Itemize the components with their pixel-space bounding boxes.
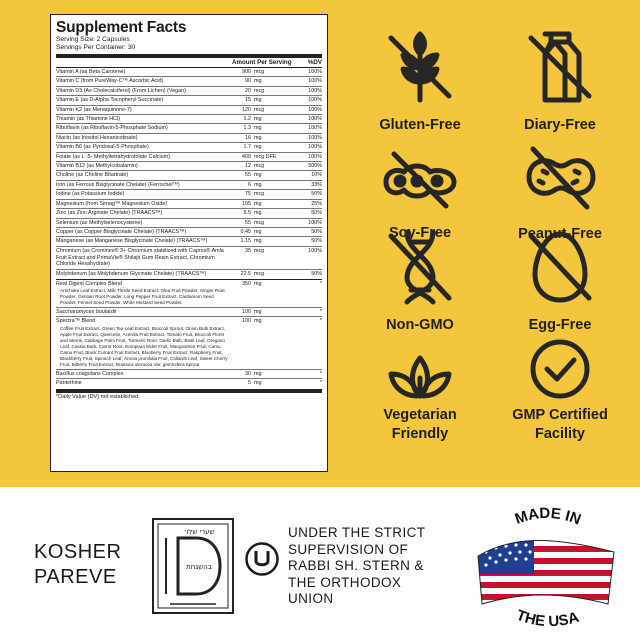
nutrient-unit: mg [254, 116, 262, 123]
svg-text:MADE IN [513, 505, 583, 529]
nutrient-name: Zinc (as Zinc Arginate Chelate) (TRAACS™) [56, 210, 163, 217]
nutrient-dv: 100% [308, 97, 322, 104]
nutrient-amount: 5.5 [243, 210, 251, 217]
nutrient-unit: mcg [254, 106, 265, 113]
nutrient-amount: 15 [245, 97, 251, 104]
blend-spectra: Spectra™ Blend 100 mg * Coffee Fruit Extract, Green Tea Leaf Extract, Broccoli Sprout, Onion Bulb Extract, Apple Fruit Extract, Quercetin, Acerola Fruit Extract, Tomato Fruit, Broccoli Floret and Stems, Cabbage Palm Fruit, Turmeric Root, Garlic Bulb, Basil Leaf, Oregano Leaf, Cassia Bark, Carrot Root, European Elder Fruit, Mangosteen Fruit, Camu Camu Fruit, Black Currant Fruit Extract, Blueberry Fruit Extract, Raspberry Fruit, Blackberry Fruit, Spinach Leaf, Aronia prunifolia Fruit, Collards Leaf, Sweet Cherry Fruit, Bilberry Fruit Extract, Brassica oleracea Var. gemmifera Sprout [56, 317, 322, 369]
nutrient-name: Iodine (as Potassium Iodide) [56, 191, 125, 198]
nutrient-unit: mg [254, 134, 262, 141]
milk-carton-slash-icon [523, 30, 597, 104]
nutrient-amount: 120 [242, 106, 251, 113]
peanut-slash-icon [521, 143, 599, 213]
blend-ingredients: Coffee Fruit Extract, Green Tea Leaf Extract, Broccoli Sprout, Onion Bulb Extract, Apple Fruit Extract, Quercetin, Acerola Fruit Extract, Tomato Fruit, Broccoli Floret and Stems, Cabbage Palm Fruit, Turmeric Root, Garlic Bulb, Basil Leaf, Oregano Leaf, Cassia Bark, Carrot Root, European Elder Fruit, Mangosteen Fruit, Camu Camu Fruit, Black Currant Fruit Extract, Blueberry Fruit Extract, Raspberry Fruit, Blackberry Fruit, Spinach Leaf, Aronia prunifolia Fruit, Collards Leaf, Sweet Cherry Fruit, Bilberry Fruit Extract, Brassica oleracea Var. gemmifera Sprout [60, 325, 228, 367]
made-in-usa-badge [472, 500, 620, 636]
nutrient-amount: 55 [245, 172, 251, 179]
nutrient-unit: mg [254, 144, 262, 151]
nutrient-row [56, 162, 322, 171]
nutrient-row-saccharomyces: Saccharomyces boulardii 100 mg * [56, 308, 322, 317]
footnote: *Daily Value (DV) not established. [56, 389, 322, 402]
nutrient-name: Vitamin E (as D-Alpha Tocopheryl Succinate) [56, 97, 164, 104]
serving-size: Serving Size: 2 Capsules [56, 36, 130, 43]
blend-ingredients: Artichoke Leaf Extract, Milk Thistle Seed Extract, Olea Fruit Powder, Ginger Root Powder, Gentian Root Powder, Long Pepper Fruit Extract, Cardamom Seed Powder, Fennel Seed Powder, White Mustard Seed Powder. [60, 287, 225, 305]
nutrient-unit: mg [254, 200, 262, 207]
nutrient-dv: 100% [308, 125, 322, 132]
nutrient-amount: 55 [245, 219, 251, 226]
nutrient-amount: 1.2 [243, 116, 251, 123]
feature-label: GMP Certified Facility [512, 407, 608, 442]
nutrient-row [56, 96, 322, 105]
nutrient-dv: 100% [308, 78, 322, 85]
badge-bottom-text: THE USA [513, 606, 581, 631]
nutrient-row-chromium: Chromium (as Crominex® 3+ Chromium stabilized with Capros® Amla Fruit Extract and PrimaVie® Shilajit Gum Resin Extract, Chromium Chloride Hexahydrate) 35 mcg 100% [56, 247, 322, 270]
nutrient-name: Manganese (as Manganese Bisglycinate Chelate) (TRAACS™) [56, 238, 208, 245]
nutrient-dv: 500% [308, 163, 322, 170]
servings-per-container: Servings Per Container: 30 [56, 44, 136, 51]
nutrient-name: Vitamin B6 (as Pyridoxal-5-Phosphate) [56, 144, 149, 151]
nutrient-row [56, 87, 322, 96]
orthodox-union-icon [244, 541, 280, 577]
blend-real-digest: Real Digest Complex Blend 350 mg * Artichoke Leaf Extract, Milk Thistle Seed Extract, Olea Fruit Powder, Ginger Root Powder, Gentian Root Powder, Long Pepper Fruit Extract, Cardamom Seed Powder, Fennel Seed Powder, White Mustard Seed Powder. [56, 280, 322, 308]
feature-label: Soy-Free [388, 225, 452, 241]
nutrient-unit: mcg DFE [254, 153, 277, 160]
nutrient-dv: 100% [308, 106, 322, 113]
nutrient-row [56, 115, 322, 124]
nutrient-dv: 50% [311, 210, 322, 217]
nutrient-name: Folate (as L -5- Methyltetrahydrofolate Calcium) [56, 153, 170, 160]
nutrient-amount: 900 [242, 69, 251, 75]
nutrient-row [56, 143, 322, 152]
feature-label-line1: Vegetarian Friendly [383, 407, 457, 442]
seal-hebrew-mid: בהשגחת [186, 563, 212, 571]
nutrient-amount: 0.45 [240, 228, 251, 235]
feature-label: Diary-Free [524, 117, 596, 133]
supplement-facts-panel [50, 14, 328, 472]
nutrient-dv: 25% [311, 200, 322, 207]
nutrient-unit: mcg [254, 163, 265, 170]
nutrient-name: Selenium (as Methylselenocysteine) [56, 219, 143, 226]
nutrient-dv: 100% [308, 219, 322, 226]
nutrient-unit: mg [254, 172, 262, 179]
nutrient-name: Thiamin (as Thiamine HCl) [56, 116, 121, 123]
egg-slash-icon [523, 228, 597, 306]
nutrient-amount: 1.7 [243, 144, 251, 151]
nutrient-name: Copper (as Copper Bisglycinate Chelate) (TRAACS™) [56, 228, 187, 235]
nutrient-unit: mcg [254, 219, 265, 226]
feature-dairy-free [485, 30, 635, 134]
nutrient-row [56, 77, 322, 86]
nutrient-amount: 20 [245, 87, 251, 94]
amount-per-serving-header: Amount Per Serving [232, 59, 292, 66]
nutrient-unit: mcg [254, 87, 265, 94]
feature-egg-free [485, 228, 635, 334]
check-badge-icon [527, 336, 593, 402]
nutrient-amount: 1.3 [243, 125, 251, 132]
nutrient-name: Iron (as Ferrous Bisglycinate Chelate) (Ferrochel™) [56, 181, 180, 188]
nutrient-dv: 50% [311, 238, 322, 245]
nutrient-unit: mg [254, 97, 262, 104]
facts-header-row [56, 58, 322, 68]
feature-gmp-certified [485, 336, 635, 444]
nutrient-row [56, 200, 322, 209]
blend-name: Real Digest Complex Blend [56, 280, 122, 287]
nutrient-amount: 16 [245, 134, 251, 141]
kosher-label: KOSHER [34, 541, 122, 563]
leaves-icon [385, 338, 455, 400]
facts-title: Supplement Facts [56, 19, 187, 36]
nutrient-name: Vitamin D3 (As Cholecalciferol) (From Lichen) (Vegan) [56, 87, 186, 94]
nutrient-dv: 33% [311, 181, 322, 188]
nutrient-unit: mcg [254, 191, 265, 198]
nutrient-name: Vitamin C (from PureWay-C™ Ascorbic Acid) [56, 78, 164, 85]
nutrient-row-molybdenum: Molybdenum (as Molybdenum Glycinate Chelate) (TRAACS™) 22.5 mcg 50% [56, 270, 322, 279]
nutrient-dv: 10% [311, 172, 322, 179]
nutrient-rows [56, 68, 322, 247]
nutrient-amount: 90 [245, 78, 251, 85]
feature-vegetarian-friendly [345, 338, 495, 444]
nutrient-amount: 75 [245, 191, 251, 198]
nutrient-row-bacillus: Bacillus coagulans Complex 30 mg * [56, 370, 322, 379]
feature-gluten-free [345, 30, 495, 134]
feature-label: Gluten-Free [379, 117, 461, 133]
feature-label: Peanut-Free [518, 226, 602, 242]
nutrient-unit: mg [254, 238, 262, 245]
nutrient-dv: 100% [308, 153, 322, 160]
nutrient-name: Riboflavin (as Riboflavin-5-Phosphate Sodium) [56, 125, 168, 132]
nutrient-row [56, 134, 322, 143]
dna-slash-icon [383, 228, 457, 306]
feature-label: Egg-Free [528, 317, 592, 333]
wheat-slash-icon [383, 30, 457, 104]
nutrient-name: Vitamin B12 (as Methylcobalamin) [56, 163, 138, 170]
nutrient-name: Magnesium (from Sirnag™ Magnesium Oxide) [56, 200, 168, 207]
nutrient-row [56, 68, 322, 77]
nutrient-unit: mg [254, 78, 262, 85]
nutrient-dv: 100% [308, 134, 322, 141]
nutrient-row [56, 181, 322, 190]
nutrient-dv: 50% [311, 191, 322, 198]
nutrient-unit: mg [254, 125, 262, 132]
nutrient-row [56, 228, 322, 237]
soy-slash-icon [380, 150, 460, 210]
nutrient-row [56, 153, 322, 162]
supervision-text: UNDER THE STRICT SUPERVISION OF RABBI SH. STERN & THE ORTHODOX UNION [288, 525, 426, 606]
nutrient-dv: 100% [308, 69, 322, 75]
kosher-pareve-text [34, 540, 121, 590]
nutrient-name: Niacin (as Inositol Hexanicotinate) [56, 134, 138, 141]
nutrient-row [56, 171, 322, 180]
nutrient-row [56, 209, 322, 218]
nutrient-unit: mcg [254, 69, 265, 75]
nutrient-amount: 400 [242, 153, 251, 160]
dv-header: %DV [307, 59, 322, 66]
nutrient-dv: 100% [308, 144, 322, 151]
nutrient-row [56, 106, 322, 115]
nutrient-unit: mg [254, 228, 262, 235]
blend-name: Spectra™ Blend [56, 318, 96, 325]
nutrient-name: Choline (as Choline Bitartrate) [56, 172, 129, 179]
badge-top-text: MADE IN [512, 504, 584, 529]
nutrient-row-pantethine: Pantethine 5 mg * [56, 380, 322, 387]
svg-text:THE USA [514, 607, 581, 631]
pareve-label: PAREVE [34, 566, 117, 588]
feature-non-gmo [345, 228, 495, 334]
nutrient-amount: 1.15 [240, 238, 251, 245]
seal-hebrew-top: שערי שלו׳ [183, 528, 215, 536]
nutrient-row [56, 237, 322, 246]
kosher-seal-logo [150, 516, 236, 616]
nutrient-amount: 6 [248, 181, 251, 188]
nutrient-dv: 100% [308, 87, 322, 94]
nutrient-row [56, 124, 322, 133]
nutrient-unit: mg [254, 181, 262, 188]
nutrient-name: Vitamin A (as Beta Carotene) [56, 69, 126, 75]
nutrient-dv: 100% [308, 116, 322, 123]
nutrient-unit: mg [254, 210, 262, 217]
nutrient-dv: 50% [311, 228, 322, 235]
feature-label: Non-GMO [386, 317, 454, 333]
nutrient-row [56, 190, 322, 199]
nutrient-name: Vitamin K2 (as Menaquinone-7) [56, 106, 132, 113]
nutrient-amount: 12 [245, 163, 251, 170]
nutrient-amount: 105 [242, 200, 251, 207]
nutrient-row [56, 219, 322, 228]
